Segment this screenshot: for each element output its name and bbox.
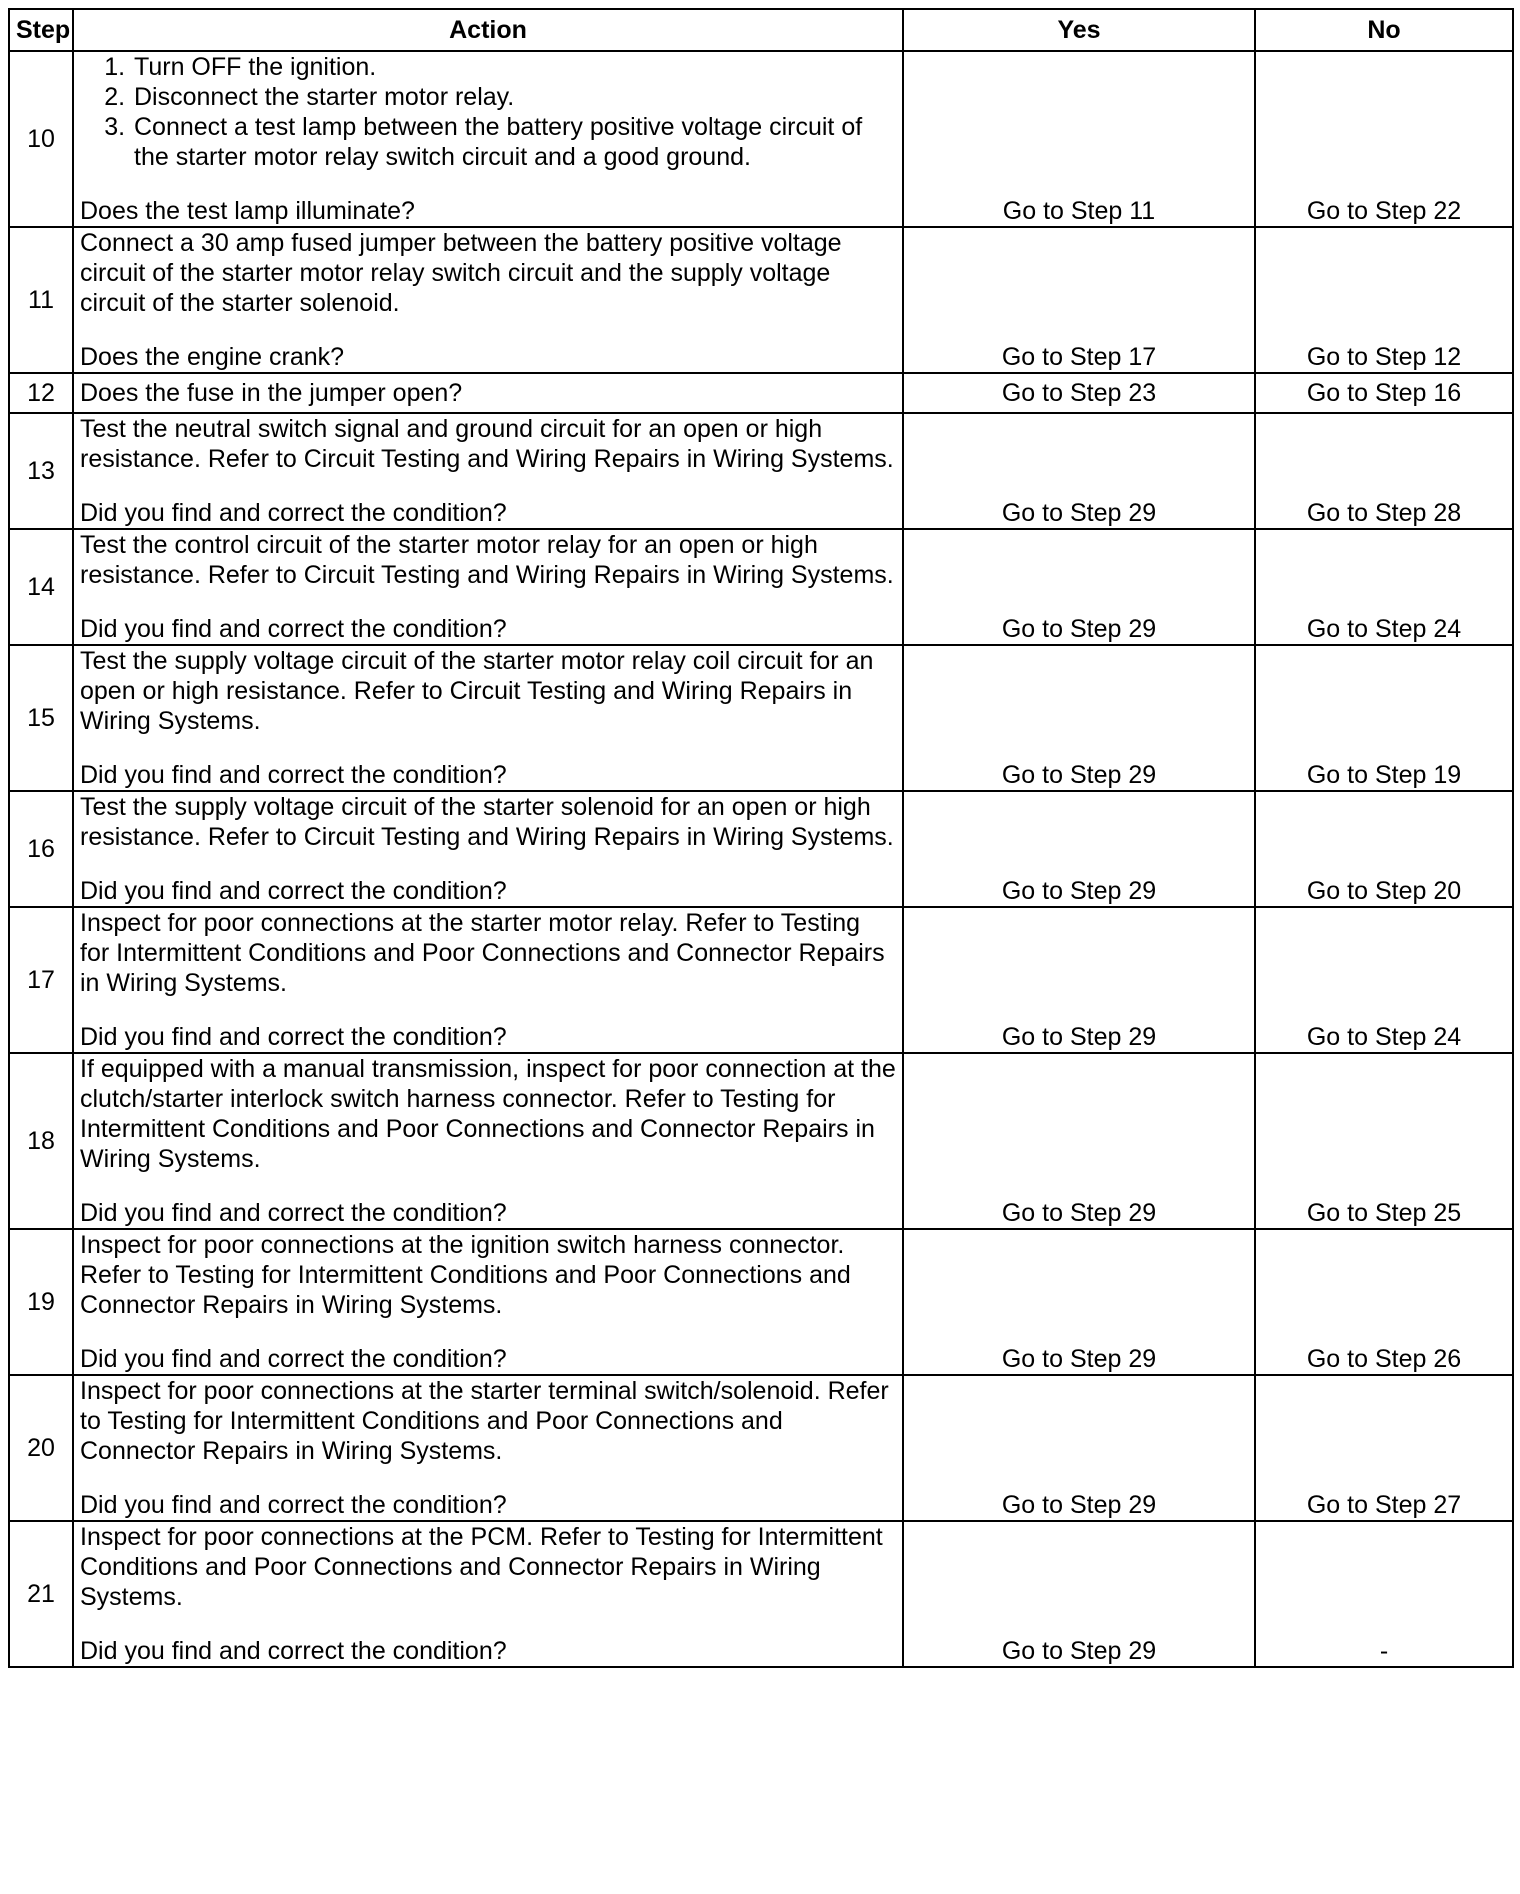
step-number: 18 (9, 1053, 73, 1229)
table-row (9, 1521, 1513, 1667)
yes-result: Go to Step 29 (903, 645, 1255, 791)
no-result: Go to Step 19 (1255, 645, 1513, 791)
yes-result: Go to Step 29 (903, 529, 1255, 645)
no-result: - (1255, 1521, 1513, 1667)
action-question: Did you find and correct the condition? (80, 615, 507, 643)
no-result: Go to Step 27 (1255, 1375, 1513, 1521)
action-cell (73, 907, 903, 1053)
yes-result: Go to Step 11 (903, 51, 1255, 227)
no-result: Go to Step 20 (1255, 791, 1513, 907)
step-number: 12 (9, 373, 73, 413)
action-instruction: Test the supply voltage circuit of the starter solenoid for an open or high resistance. Refer to Circuit Testing and Wiring Repairs in Wiring Systems. (80, 793, 894, 851)
step-number: 13 (9, 413, 73, 529)
step-number: 10 (9, 51, 73, 227)
table-row (9, 529, 1513, 645)
action-instruction: Inspect for poor connections at the ignition switch harness connector. Refer to Testing for Intermittent Conditions and Poor Connections and Connector Repairs in Wiring Systems. (80, 1231, 851, 1319)
action-instruction: Inspect for poor connections at the starter terminal switch/solenoid. Refer to Testing for Intermittent Conditions and Poor Connections and Connector Repairs in Wiring Systems. (80, 1377, 889, 1465)
table-row (9, 791, 1513, 907)
action-list-item: 2. Disconnect the starter motor relay. (132, 82, 896, 112)
action-question: Did you find and correct the condition? (80, 1637, 507, 1665)
action-cell (73, 373, 903, 413)
action-question: Did you find and correct the condition? (80, 1199, 507, 1227)
action-question: Did you find and correct the condition? (80, 1491, 507, 1519)
no-result: Go to Step 25 (1255, 1053, 1513, 1229)
step-number: 20 (9, 1375, 73, 1521)
action-cell (73, 227, 903, 373)
header-no: No (1255, 9, 1513, 51)
table-row (9, 645, 1513, 791)
step-number: 21 (9, 1521, 73, 1667)
action-cell (73, 1375, 903, 1521)
diagnostic-table (8, 8, 1514, 1668)
action-instruction: Test the supply voltage circuit of the starter motor relay coil circuit for an open or high resistance. Refer to Circuit Testing and Wiring Repairs in Wiring Systems. (80, 647, 874, 735)
header-yes: Yes (903, 9, 1255, 51)
yes-result: Go to Step 29 (903, 791, 1255, 907)
action-instruction: If equipped with a manual transmission, inspect for poor connection at the clutch/starter interlock switch harness connector. Refer to Testing for Intermittent Conditions and Poor Connections and Connector Repairs in Wiring Systems. (80, 1055, 896, 1173)
table-row (9, 51, 1513, 227)
action-cell (73, 529, 903, 645)
action-question: Did you find and correct the condition? (80, 1023, 507, 1051)
table-row (9, 413, 1513, 529)
yes-result: Go to Step 29 (903, 907, 1255, 1053)
action-cell (73, 1229, 903, 1375)
header-step: Step (9, 9, 73, 51)
action-cell (73, 1521, 903, 1667)
table-row (9, 1229, 1513, 1375)
step-number: 14 (9, 529, 73, 645)
yes-result: Go to Step 29 (903, 413, 1255, 529)
no-result: Go to Step 24 (1255, 529, 1513, 645)
no-result: Go to Step 12 (1255, 227, 1513, 373)
action-cell (73, 413, 903, 529)
table-row (9, 907, 1513, 1053)
action-list (80, 52, 896, 172)
action-question: Did you find and correct the condition? (80, 1345, 507, 1373)
step-number: 16 (9, 791, 73, 907)
no-result: Go to Step 22 (1255, 51, 1513, 227)
step-number: 11 (9, 227, 73, 373)
action-question: Does the fuse in the jumper open? (80, 379, 463, 407)
action-instruction: Connect a 30 amp fused jumper between the battery positive voltage circuit of the starter motor relay switch circuit and the supply voltage circuit of the starter solenoid. (80, 229, 842, 317)
action-instruction: Inspect for poor connections at the starter motor relay. Refer to Testing for Intermittent Conditions and Poor Connections and Connector Repairs in Wiring Systems. (80, 909, 885, 997)
action-cell (73, 645, 903, 791)
table-row (9, 1375, 1513, 1521)
no-result: Go to Step 16 (1255, 373, 1513, 413)
action-list-item: 1. Turn OFF the ignition. (132, 52, 896, 82)
table-row (9, 1053, 1513, 1229)
step-number: 15 (9, 645, 73, 791)
header-row (9, 9, 1513, 51)
action-cell (73, 51, 903, 227)
no-result: Go to Step 28 (1255, 413, 1513, 529)
yes-result: Go to Step 29 (903, 1053, 1255, 1229)
action-instruction: Test the neutral switch signal and ground circuit for an open or high resistance. Refer to Circuit Testing and Wiring Repairs in Wiring Systems. (80, 415, 894, 473)
action-question: Does the engine crank? (80, 343, 345, 371)
action-instruction: Inspect for poor connections at the PCM. Refer to Testing for Intermittent Conditions and Poor Connections and Connector Repairs in Wiring Systems. (80, 1523, 883, 1611)
yes-result: Go to Step 23 (903, 373, 1255, 413)
no-result: Go to Step 26 (1255, 1229, 1513, 1375)
step-number: 17 (9, 907, 73, 1053)
step-number: 19 (9, 1229, 73, 1375)
table-row (9, 373, 1513, 413)
action-question: Did you find and correct the condition? (80, 761, 507, 789)
action-question: Did you find and correct the condition? (80, 499, 507, 527)
action-question: Did you find and correct the condition? (80, 877, 507, 905)
yes-result: Go to Step 29 (903, 1229, 1255, 1375)
action-question: Does the test lamp illuminate? (80, 197, 415, 225)
action-list-item: 3. Connect a test lamp between the battery positive voltage circuit of the starter motor relay switch circuit and a good ground. (132, 112, 896, 172)
yes-result: Go to Step 29 (903, 1521, 1255, 1667)
action-instruction: Test the control circuit of the starter motor relay for an open or high resistance. Refer to Circuit Testing and Wiring Repairs in Wiring Systems. (80, 531, 894, 589)
no-result: Go to Step 24 (1255, 907, 1513, 1053)
header-action: Action (73, 9, 903, 51)
yes-result: Go to Step 17 (903, 227, 1255, 373)
action-cell (73, 791, 903, 907)
action-cell (73, 1053, 903, 1229)
table-row (9, 227, 1513, 373)
yes-result: Go to Step 29 (903, 1375, 1255, 1521)
